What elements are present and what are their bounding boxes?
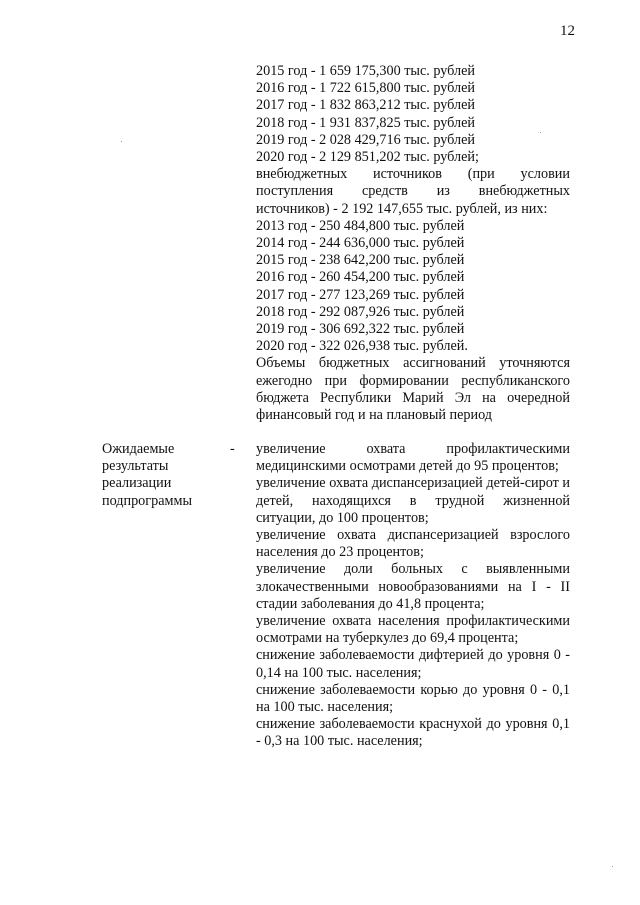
extrabudget-year-line: 2018 год - 292 087,926 тыс. рублей (256, 303, 465, 320)
funding-year-line: 2016 год - 1 722 615,800 тыс. рублей (256, 80, 476, 97)
extrabudget-year-line: 2014 год - 244 636,000 тыс. рублей (256, 235, 465, 252)
funding-block (256, 63, 570, 424)
scan-speck (121, 141, 122, 142)
extrabudget-year-line: 2020 год - 322 026,938 тыс. рублей. (256, 338, 468, 355)
result-item: увеличение доли больных с выявленными злокачественными новообразованиями на I - II стадии заболевания до 41,8 процента; (256, 561, 570, 612)
label-dash: - (230, 441, 235, 457)
results-label-line: результаты (102, 458, 169, 475)
funding-year-line: 2017 год - 1 832 863,212 тыс. рублей (256, 97, 476, 114)
funding-note: Объемы бюджетных ассигнований уточняются ежегодно при формировании республиканского бюджета Республики Марий Эл на очередной финансовый год и на плановый период (256, 355, 570, 424)
extrabudget-intro: внебюджетных источников (при условии поступления средств из внебюджетных источников) - 2 192 147,655 тыс. рублей, из них: (256, 166, 570, 217)
result-item: увеличение охвата населения профилактическими осмотрами на туберкулез до 69,4 процента; (256, 613, 570, 647)
extrabudget-year-line: 2016 год - 260 454,200 тыс. рублей (256, 269, 465, 286)
scan-speck (612, 866, 613, 867)
result-item: снижение заболеваемости дифтерией до уровня 0 - 0,14 на 100 тыс. населения; (256, 647, 570, 681)
result-item: увеличение охвата диспансеризацией детей-сирот и детей, находящихся в трудной жизненной ситуации, до 100 процентов; (256, 475, 570, 526)
results-label-line: Ожидаемые (102, 441, 175, 457)
extrabudget-year-line: 2015 год - 238 642,200 тыс. рублей (256, 252, 465, 269)
funding-year-line: 2019 год - 2 028 429,716 тыс. рублей (256, 131, 476, 148)
funding-year-line: 2018 год - 1 931 837,825 тыс. рублей (256, 114, 476, 131)
funding-year-line: 2020 год - 2 129 851,202 тыс. рублей; (256, 149, 479, 166)
funding-year-line: 2015 год - 1 659 175,300 тыс. рублей (256, 63, 476, 79)
page-number: 12 (560, 23, 575, 39)
extrabudget-year-line: 2013 год - 250 484,800 тыс. рублей (256, 217, 465, 234)
result-item: увеличение охвата диспансеризацией взрослого населения до 23 процентов; (256, 527, 570, 561)
extrabudget-year-line: 2017 год - 277 123,269 тыс. рублей (256, 286, 465, 303)
result-item: увеличение охвата профилактическими медицинскими осмотрами детей до 95 процентов; (256, 441, 570, 475)
results-label-line: подпрограммы (102, 492, 192, 509)
scan-speck (540, 132, 541, 133)
results-label (102, 441, 212, 510)
result-item: снижение заболеваемости корью до уровня 0 - 0,1 на 100 тыс. населения; (256, 681, 570, 716)
results-list (256, 441, 570, 751)
result-item: снижение заболеваемости краснухой до уровня 0,1 - 0,3 на 100 тыс. населения; (256, 716, 570, 750)
extrabudget-year-line: 2019 год - 306 692,322 тыс. рублей (256, 321, 465, 338)
results-label-line: реализации (102, 475, 172, 492)
